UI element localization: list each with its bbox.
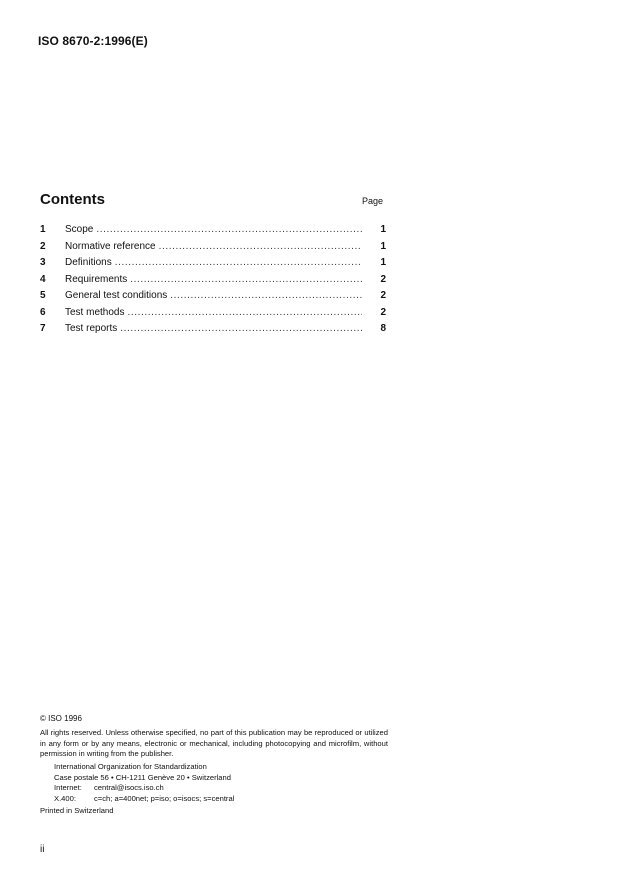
internet-value: central@isocs.iso.ch	[94, 783, 164, 792]
toc-entry-number: 1	[40, 224, 46, 235]
toc-entry-label: Normative reference	[65, 240, 156, 252]
toc-entry-label: General test conditions	[65, 290, 168, 301]
toc-entry-label: Test methods	[65, 306, 125, 318]
toc-entry-page: 2	[380, 290, 386, 301]
toc-entry-normative-reference[interactable]	[40, 241, 386, 258]
toc-entry-test-methods[interactable]	[40, 307, 386, 324]
document-header: ISO 8670-2:1996(E)	[38, 34, 148, 48]
rights-statement: All rights reserved. Unless otherwise specified, no part of this publication may be reproduced or utilized in any form or by any means, electronic or mechanical, including photocopying and microfilm, without permission in writing from the publisher.	[40, 728, 388, 758]
toc-entry-number: 3	[40, 257, 46, 268]
toc-entry-general-test-conditions[interactable]	[40, 290, 386, 307]
toc-entry-scope[interactable]	[40, 224, 386, 241]
toc-leader-dots	[127, 307, 362, 318]
toc-entry-number: 4	[40, 273, 46, 285]
printed-in: Printed in Switzerland	[40, 806, 114, 815]
toc-entry-page: 1	[380, 224, 386, 235]
toc-leader-dots	[115, 257, 362, 268]
toc-leader-dots	[159, 241, 362, 252]
x400-label: X.400:	[54, 793, 76, 803]
copyright-notice: © ISO 1996	[40, 714, 82, 723]
x400-line	[54, 794, 234, 805]
toc-entry-definitions[interactable]	[40, 257, 386, 274]
toc-entry-label: Scope	[65, 224, 94, 235]
internet-line	[54, 783, 234, 794]
toc-entry-page: 1	[380, 240, 386, 252]
toc-entry-label: Definitions	[65, 257, 112, 268]
toc-leader-dots	[170, 290, 362, 301]
contents-title: Contents	[40, 191, 105, 208]
toc-entry-requirements[interactable]	[40, 274, 386, 291]
internet-label: Internet:	[54, 783, 82, 792]
toc-entry-label: Requirements	[65, 273, 128, 285]
page-number: ii	[40, 844, 45, 855]
toc-entry-number: 6	[40, 306, 46, 318]
toc-leader-dots	[120, 323, 362, 334]
toc-leader-dots	[96, 224, 362, 235]
contents-page-label: Page	[362, 196, 384, 206]
toc-leader-dots	[130, 274, 362, 285]
toc-entry-number: 7	[40, 323, 46, 334]
toc-entry-page: 2	[380, 306, 386, 318]
x400-value: c=ch; a=400net; p=iso; o=isocs; s=central	[94, 793, 235, 803]
publisher-address	[54, 762, 234, 804]
toc-entry-number: 2	[40, 240, 46, 252]
toc-entry-page: 1	[380, 257, 386, 268]
toc-entry-test-reports[interactable]	[40, 323, 386, 340]
toc-entry-page: 2	[380, 273, 386, 285]
toc-entry-page: 8	[380, 323, 386, 334]
postal-address: Case postale 56 • CH-1211 Genève 20 • Switzerland	[54, 772, 231, 782]
table-of-contents	[40, 224, 386, 340]
organization-name: International Organization for Standardization	[54, 762, 207, 771]
toc-entry-number: 5	[40, 290, 46, 301]
toc-entry-label: Test reports	[65, 323, 118, 334]
